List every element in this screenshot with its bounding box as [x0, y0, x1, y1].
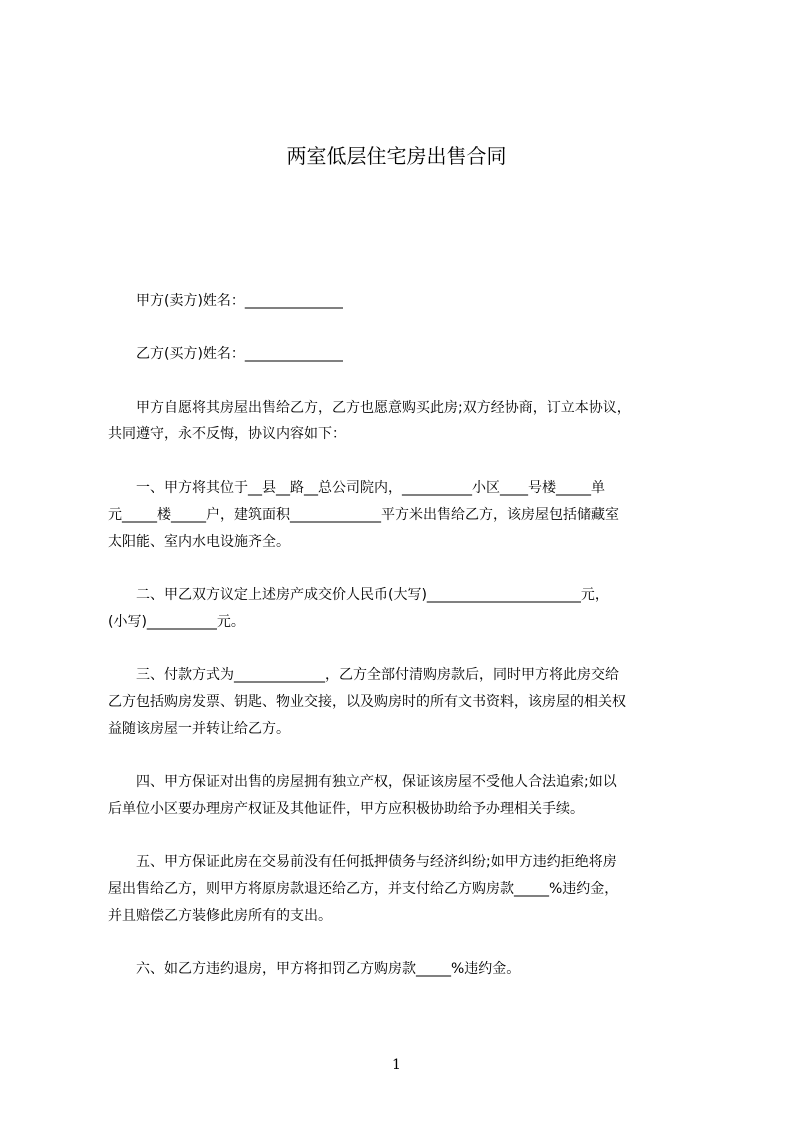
- clause-4-line-2: 后单位小区要办理房产权证及其他证件，甲方应积极协助给予办理相关手续。: [108, 801, 584, 817]
- clause-6-line-1: 六、如乙方违约退房，甲方将扣罚乙方购房款_____%违约金。: [136, 961, 521, 977]
- clause-1-line-3: 太阳能、室内水电设施齐全。: [108, 534, 290, 550]
- party-b-name-line: 乙方(买方)姓名：______________: [136, 346, 343, 362]
- preamble-line-1: 甲方自愿将其房屋出售给乙方，乙方也愿意购买此房;双方经协商，订立本协议，: [136, 400, 631, 416]
- party-a-name-line: 甲方(卖方)姓名：______________: [136, 293, 343, 309]
- clause-5-line-2: 屋出售给乙方，则甲方将原房款退还给乙方，并支付给乙方购房款_____%违约金，: [108, 881, 619, 897]
- clause-3-line-2: 乙方包括购房发票、钥匙、物业交接，以及购房时的所有文书资料，该房屋的相关权: [108, 694, 626, 710]
- clause-3-line-1: 三、付款方式为_____________，乙方全部付清购房款后，同时甲方将此房交给: [136, 667, 619, 683]
- clause-1-line-1: 一、甲方将其位于__县__路__总公司院内，__________小区____号楼_____单: [136, 480, 605, 496]
- clause-1-line-2: 元_____楼_____户，建筑面积_____________平方米出售给乙方，该房屋包括储藏室: [108, 507, 619, 523]
- clause-2-line-2: (小写)__________元。: [108, 614, 245, 630]
- clause-4-line-1: 四、甲方保证对出售的房屋拥有独立产权，保证该房屋不受他人合法追索;如以: [136, 774, 617, 790]
- document-title: 两室低层住宅房出售合同: [286, 144, 507, 168]
- clause-3-line-3: 益随该房屋一并转让给乙方。: [108, 721, 290, 737]
- clause-5-line-1: 五、甲方保证此房在交易前没有任何抵押债务与经济纠纷;如甲方违约拒绝将房: [136, 854, 617, 870]
- clause-2-line-1: 二、甲乙双方议定上述房产成交价人民币(大写)______________________元，: [136, 587, 609, 603]
- page-number: 1: [392, 1057, 401, 1073]
- preamble-line-2: 共同遵守，永不反悔，协议内容如下：: [108, 426, 346, 442]
- clause-5-line-3: 并且赔偿乙方装修此房所有的支出。: [108, 908, 332, 924]
